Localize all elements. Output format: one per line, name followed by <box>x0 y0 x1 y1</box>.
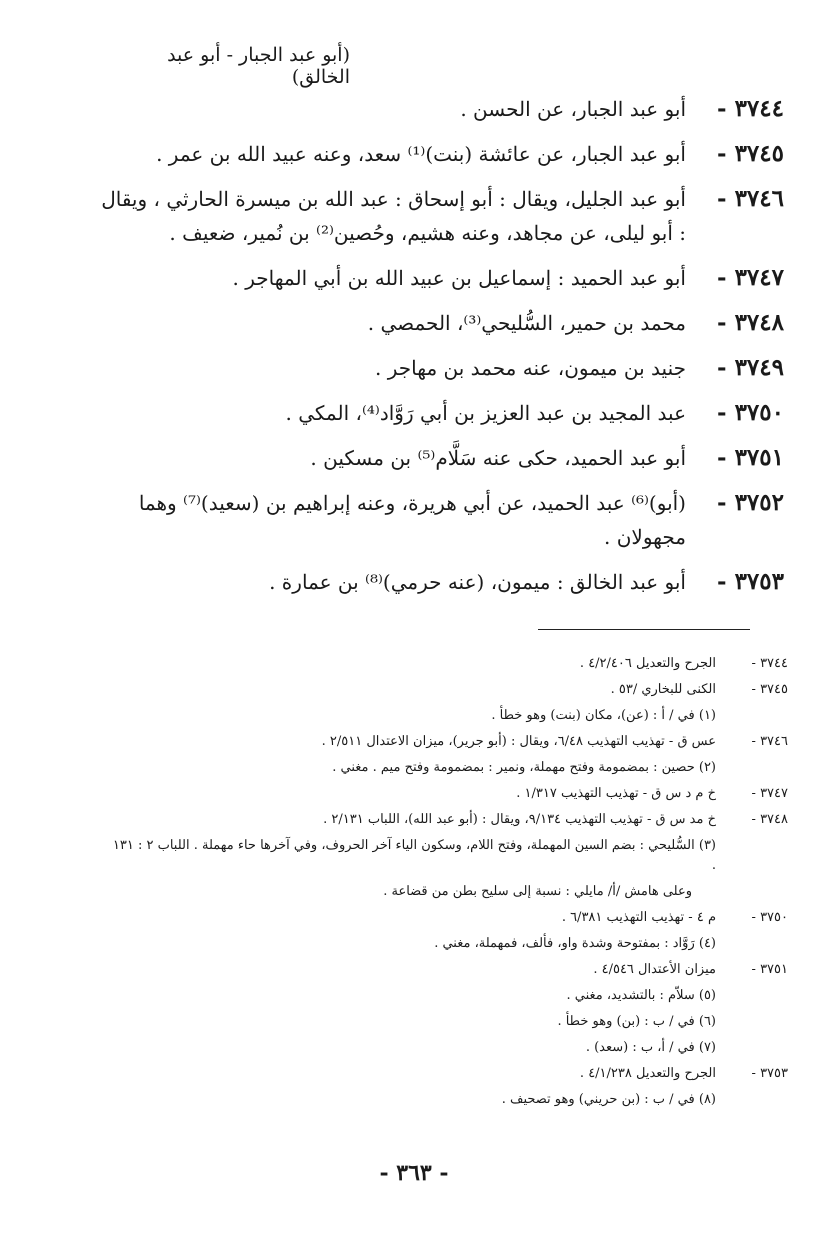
entry-number: ٣٧٥٣ - <box>717 568 784 595</box>
note-entry-number: ٣٧٥١ - <box>751 962 788 977</box>
note-text: م ٤ - تهذيب التهذيب ٦/٣٨١ . <box>561 910 716 925</box>
note-text: الكنى للبخاري /٥٣ . <box>610 682 716 697</box>
entry-text: أبو عبد الحميد، حكى عنه سَلَّام⁽⁵⁾ بن مسكين . <box>310 446 686 470</box>
entry-number: ٣٧٥٢ - <box>717 489 784 516</box>
note-text: ميزان الأعتدال ٤/٥٤٦ . <box>593 962 716 977</box>
source-note <box>108 960 788 980</box>
entry-number: ٣٧٤٨ - <box>717 309 784 336</box>
entry-number: ٣٧٥١ - <box>717 444 784 471</box>
footnote: (٦) في / ب : (بن) وهو خطأ . <box>557 1014 716 1029</box>
entry <box>96 182 784 250</box>
note-text: خ مد س ق - تهذيب التهذيب ٩/١٣٤، ويقال : (أبو عبد الله)، اللباب ٢/١٣١ . <box>323 812 716 827</box>
note-entry-number: ٣٧٥٣ - <box>751 1066 788 1081</box>
entry-number: ٣٧٤٧ - <box>717 264 784 291</box>
footnote: (٣) السُّليحي : بضم السين المهملة، وفتح اللام، وسكون الياء آخر الحروف، وفي آخرها حاء مهملة . اللباب ٢ : ١٣١ . <box>112 838 716 873</box>
entry <box>96 486 784 554</box>
entry-text: أبو عبد الحميد : إسماعيل بن عبيد الله بن أبي المهاجر . <box>232 266 686 290</box>
source-note <box>108 908 788 928</box>
note-text: عس ق - تهذيب التهذيب ٦/٤٨، ويقال : (أبو جرير)، ميزان الاعتدال ٢/٥١١ . <box>321 734 716 749</box>
entry-text: أبو عبد الجبار، عن الحسن . <box>460 97 686 121</box>
entry-text: محمد بن حمير، السُّليحي⁽³⁾، الحمصي . <box>367 311 686 335</box>
footnote: (٤) رَوَّاد : بمفتوحة وشدة واو، فألف، فمهملة، مغني . <box>434 936 716 951</box>
note-text: الجرح والتعديل ٤/٢/٤٠٦ . <box>579 656 716 671</box>
entry <box>96 92 784 126</box>
entry-text: جنيد بن ميمون، عنه محمد بن مهاجر . <box>375 356 686 380</box>
footnote: (١) في / أ : (عن)، مكان (بنت) وهو خطأ . <box>491 708 716 723</box>
entry <box>96 441 784 475</box>
source-note <box>108 732 788 752</box>
entry <box>96 351 784 385</box>
entry <box>96 261 784 295</box>
footnote: (٢) حصين : بمضمومة وفتح مهملة، ونمير : بمضمومة وفتح ميم . مغني . <box>332 760 716 775</box>
note-entry-number: ٣٧٥٠ - <box>751 910 788 925</box>
entry <box>96 137 784 171</box>
note-entry-number: ٣٧٤٥ - <box>751 682 788 697</box>
entry-text: أبو عبد الجبار، عن عائشة (بنت)⁽¹⁾ سعد، وعنه عبيد الله بن عمر . <box>156 142 686 166</box>
source-note <box>108 810 788 830</box>
note-text: الجرح والتعديل ٤/١/٢٣٨ . <box>579 1066 716 1081</box>
note-entry-number: ٣٧٤٨ - <box>751 812 788 827</box>
source-note <box>108 680 788 700</box>
source-note <box>108 654 788 674</box>
entry-number: ٣٧٥٠ - <box>717 399 784 426</box>
note-entry-number: ٣٧٤٤ - <box>751 656 788 671</box>
entry-text: أبو عبد الجليل، ويقال : أبو إسحاق : عبد الله بن ميسرة الحارثي ، ويقال : أبو ليلى، عن مجاهد، وعنه هشيم، وحُصين⁽²⁾ بن نُمير، ضعيف . <box>101 187 686 245</box>
entry-number: ٣٧٤٤ - <box>717 95 784 122</box>
entry-text: (أبو)⁽⁶⁾ عبد الحميد، عن أبي هريرة، وعنه إبراهيم بن (سعيد)⁽⁷⁾ وهما مجهولان . <box>138 491 686 549</box>
entry <box>96 565 784 599</box>
footnote-divider <box>538 629 750 630</box>
entry <box>96 306 784 340</box>
footnote-margin-note: وعلى هامش /أ/ مايلي : نسبة إلى سليح بطن من قضاعة . <box>383 884 692 899</box>
entry-number: ٣٧٤٥ - <box>717 140 784 167</box>
footnote: (٧) في / أ، ب : (سعد) . <box>585 1040 716 1055</box>
entry-text: عبد المجيد بن عبد العزيز بن أبي رَوَّاد⁽⁴⁾، المكي . <box>285 401 686 425</box>
entry-number: ٣٧٤٦ - <box>717 185 784 212</box>
footnote: (٥) سلاّم : بالتشديد، مغني . <box>566 988 716 1003</box>
source-note <box>108 1064 788 1084</box>
page-number: - ٣٦٣ - <box>379 1160 449 1186</box>
source-note <box>108 784 788 804</box>
footnotes <box>108 654 788 1116</box>
entry-text: أبو عبد الخالق : ميمون، (عنه حرمي)⁽⁸⁾ بن عمارة . <box>269 570 686 594</box>
note-text: خ م د س ق - تهذيب التهذيب ١/٣١٧ . <box>516 786 716 801</box>
footnote: (٨) في / ب : (بن حريني) وهو تصحيف . <box>501 1092 716 1107</box>
entries-list <box>96 92 784 610</box>
note-entry-number: ٣٧٤٦ - <box>751 734 788 749</box>
note-entry-number: ٣٧٤٧ - <box>751 786 788 801</box>
entry-number: ٣٧٤٩ - <box>717 354 784 381</box>
entry <box>96 396 784 430</box>
running-title: (أبو عبد الجبار - أبو عبد الخالق) <box>167 44 350 88</box>
